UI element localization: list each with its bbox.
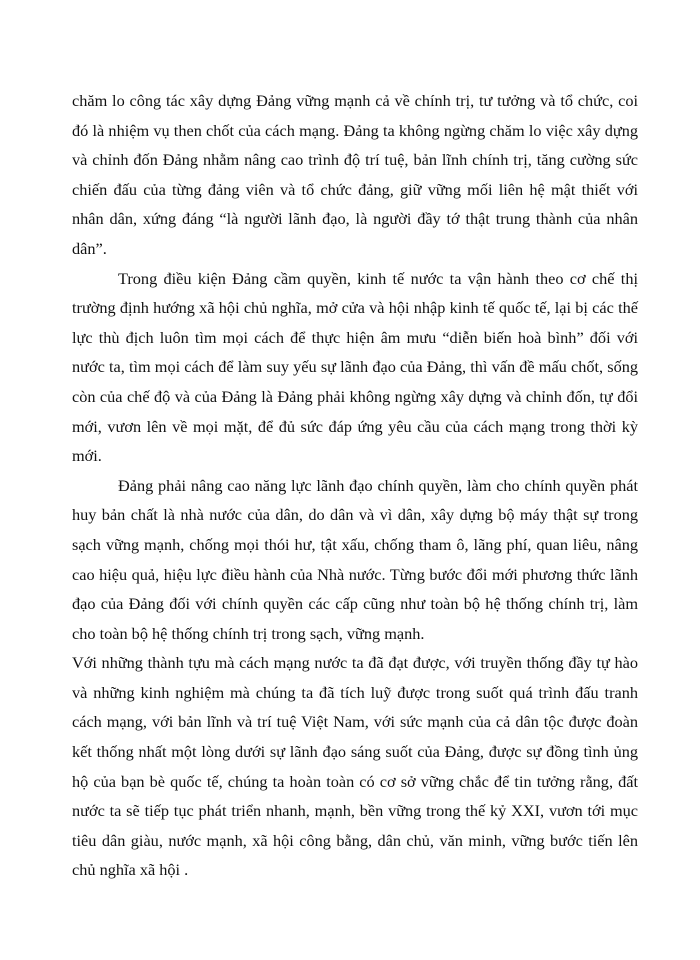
body-text [72,86,638,885]
text-line: cách mạng, với bản lĩnh và trí tuệ Việt Nam, với sức mạnh của cả dân tộc được đoàn [72,712,638,732]
paragraph-3 [72,471,638,649]
paragraph-1 [72,86,638,264]
text-line: còn của chế độ và của Đảng là Đảng phải không ngừng xây dựng và chỉnh đốn, tự đổi [72,386,638,406]
text-line: lực thù địch luôn tìm mọi cách để thực hiện âm mưu “diễn biến hoà bình” đối với [72,327,638,347]
text-line: sạch vững mạnh, chống mọi thói hư, tật xấu, chống tham ô, lãng phí, quan liêu, nâng [72,534,638,554]
paragraph-2 [72,264,638,471]
text-line: nước ta sẽ tiếp tục phát triển nhanh, mạnh, bền vững trong thế kỷ XXI, vươn tới mục [72,801,638,821]
text-line: Đảng phải nâng cao năng lực lãnh đạo chính quyền, làm cho chính quyền phát [118,475,638,495]
paragraph-4 [72,648,638,885]
text-line: kết thống nhất một lòng dưới sự lãnh đạo sáng suốt của Đảng, được sự đồng tình ủng [72,742,638,762]
text-line: đạo của Đảng đối với chính quyền các cấp cũng như toàn bộ hệ thống chính trị, làm [72,594,638,614]
text-line: trường định hướng xã hội chủ nghĩa, mở cửa và hội nhập kinh tế quốc tế, lại bị các thế [72,298,638,318]
text-line: và những kinh nghiệm mà chúng ta đã tích luỹ được trong suốt quá trình đấu tranh [72,682,638,702]
text-line: Với những thành tựu mà cách mạng nước ta đã đạt được, với truyền thống đầy tự hào [72,653,638,673]
text-line: nước ta, tìm mọi cách để làm suy yếu sự lãnh đạo của Đảng, thì vấn đề mấu chốt, sống [72,357,638,377]
text-line: nhân dân, xứng đáng “là người lãnh đạo, là người đầy tớ thật trung thành của nhân [72,209,638,229]
text-line: chiến đấu của từng đảng viên và tổ chức đảng, giữ vững mối liên hệ mật thiết với [72,179,638,199]
text-line: hộ của bạn bè quốc tế, chúng ta hoàn toàn có cơ sở vững chắc để tin tưởng rằng, đất [72,771,638,791]
text-line: Trong điều kiện Đảng cầm quyền, kinh tế nước ta vận hành theo cơ chế thị [118,268,638,288]
text-line: cao hiệu quả, hiệu lực điều hành của Nhà nước. Từng bước đổi mới phương thức lãnh [72,564,638,584]
text-line: đó là nhiệm vụ then chốt của cách mạng. Đảng ta không ngừng chăm lo việc xây dựng [72,120,638,140]
text-line: và chỉnh đốn Đảng nhằm nâng cao trình độ trí tuệ, bản lĩnh chính trị, tăng cường sức [72,150,638,170]
text-line: cho toàn bộ hệ thống chính trị trong sạch, vững mạnh. [72,623,425,643]
text-line: mới, vươn lên về mọi mặt, để đủ sức đáp ứng yêu cầu của cách mạng trong thời kỳ [72,416,638,436]
text-line: mới. [72,446,102,466]
text-line: chủ nghĩa xã hội . [72,860,189,880]
text-line: chăm lo công tác xây dựng Đảng vững mạnh cả về chính trị, tư tưởng và tổ chức, coi [72,91,638,110]
text-line: dân”. [72,238,107,258]
text-line: huy bản chất là nhà nước của dân, do dân và vì dân, xây dựng bộ máy thật sự trong [72,505,638,525]
text-line: tiêu dân giàu, nước mạnh, xã hội công bằng, dân chủ, văn minh, vững bước tiến lên [72,830,638,850]
